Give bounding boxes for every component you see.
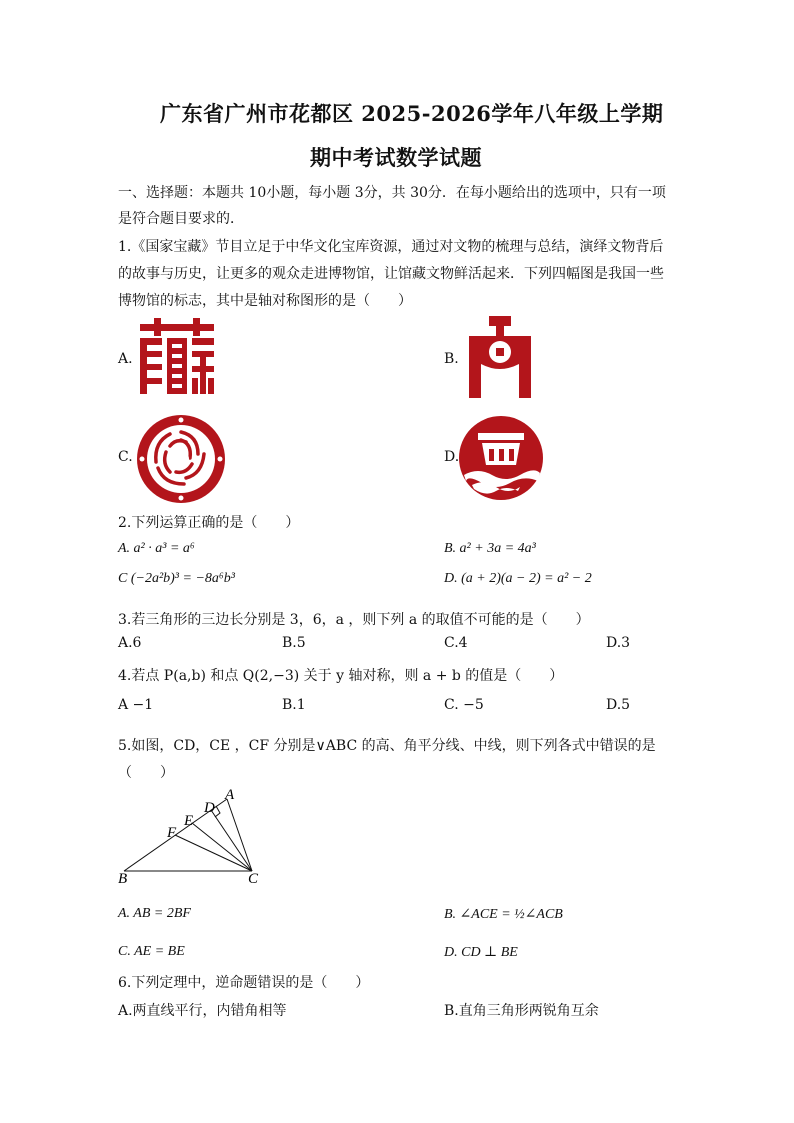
q4-stem: 4.若点 P(a,b) 和点 Q(2,−3) 关于 y 轴对称，则 a + b 的值是（ ） — [118, 668, 564, 684]
q1-option-d-label: D. — [444, 449, 460, 465]
q2-stem: 2.下列运算正确的是（ ） — [118, 515, 300, 531]
q3-option-d: D.3 — [606, 635, 631, 651]
q6-option-b: B.直角三角形两锐角互余 — [444, 1003, 599, 1019]
label-d: D — [204, 800, 215, 816]
q1-line-3: 博物馆的标志，其中是轴对称图形的是（ ） — [118, 293, 412, 309]
q2-option-d: D. (a + 2)(a − 2) = a² − 2 — [444, 571, 592, 586]
q3-stem: 3.若三角形的三边长分别是 3，6，a ，则下列 a 的取值不可能的是（ ） — [118, 612, 590, 628]
label-f: F — [167, 825, 177, 841]
q3-option-c: C.4 — [444, 635, 468, 651]
right-angle-mark — [215, 806, 220, 817]
q1-line-2: 的故事与历史，让更多的观众走进博物馆，让馆藏文物鲜活起来．下列四幅图是我国一些 — [118, 266, 664, 282]
q5-option-a: A. AB = 2BF — [118, 906, 191, 921]
triangle-figure — [112, 785, 272, 887]
q5-option-c: C. AE = BE — [118, 944, 185, 959]
label-b: B — [118, 871, 128, 887]
section-instructions-1: 一、选择题：本题共 10小题，每小题 3分，共 30分．在每小题给出的选项中，只有一项 — [118, 185, 666, 201]
q1-line-1: 1.《国家宝藏》节目立足于中华文化宝库资源，通过对文物的梳理与总结，演绎文物背后 — [118, 239, 664, 255]
q2-option-c: C (−2a²b)³ = −8a⁶b³ — [118, 571, 235, 586]
title-line-2: 期中考试数学试题 — [310, 145, 482, 170]
q4-option-a: A −1 — [118, 697, 154, 713]
label-e: E — [184, 813, 194, 829]
q5-option-d: D. CD ⊥ BE — [444, 945, 518, 960]
title-line-1: 广东省广州市花都区 2025-2026学年八年级上学期 — [160, 101, 664, 126]
side-ac — [227, 799, 252, 871]
q4-option-d: D.5 — [606, 697, 631, 713]
section-instructions-2: 是符合题目要求的． — [118, 211, 244, 227]
q4-option-b: B.1 — [282, 697, 306, 713]
q2-option-a: A. a² · a³ = a⁶ — [118, 541, 195, 556]
museum-logo-b — [461, 316, 539, 400]
q1-option-a-label: A. — [118, 351, 133, 367]
q5-line-2: （ ） — [118, 765, 174, 781]
q4-option-c: C. −5 — [444, 697, 484, 713]
label-a: A — [225, 787, 235, 803]
q3-option-a: A.6 — [118, 635, 142, 651]
q2-option-b: B. a² + 3a = 4a³ — [444, 541, 536, 556]
q6-option-a: A.两直线平行，内错角相等 — [118, 1003, 287, 1019]
q1-option-c-label: C. — [118, 449, 133, 465]
museum-logo-c — [136, 414, 226, 504]
q5-option-b: B. ∠ACE = ½∠ACB — [444, 907, 563, 922]
q6-stem: 6.下列定理中，逆命题错误的是（ ） — [118, 975, 370, 991]
museum-logo-a — [138, 318, 216, 396]
label-c: C — [248, 871, 259, 887]
museum-logo-d — [458, 415, 544, 501]
q3-option-b: B.5 — [282, 635, 306, 651]
q5-line-1: 5.如图，CD，CE ，CF 分别是∨ABC 的高、角平分线、中线，则下列各式中错误的是 — [118, 738, 656, 754]
q1-option-b-label: B. — [444, 351, 459, 367]
